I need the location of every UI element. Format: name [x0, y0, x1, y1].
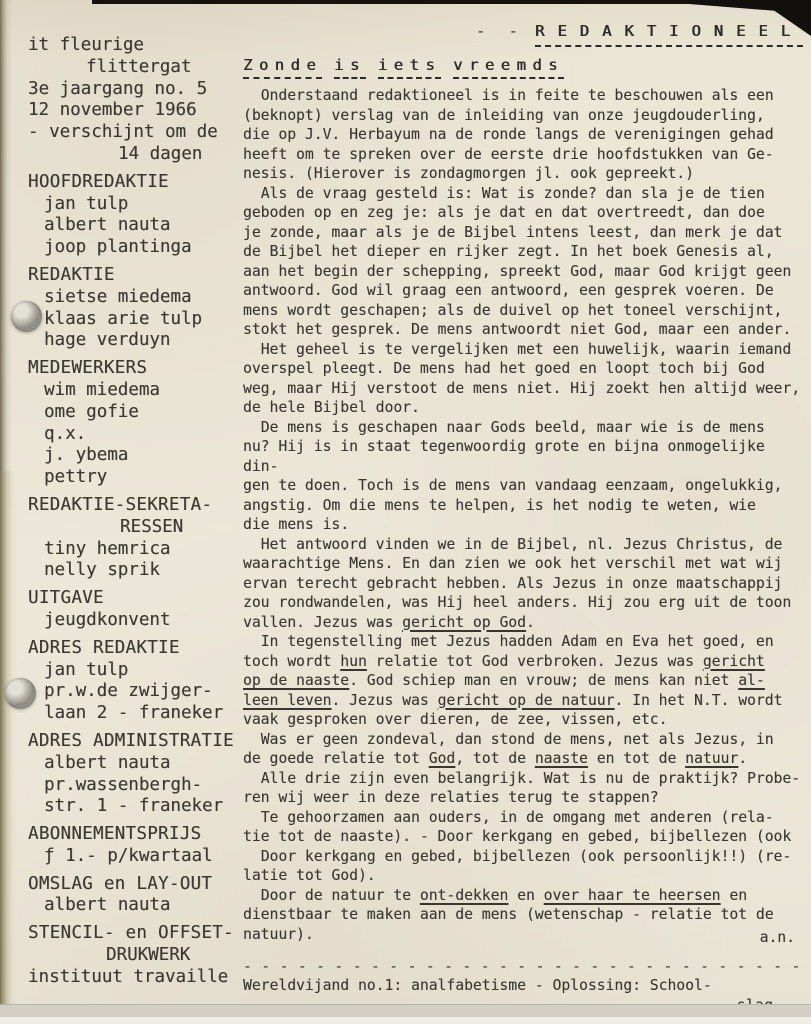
article-title-word: Zonde [243, 56, 322, 80]
article-paragraph: In tegenstelling met Jezus hadden Adam en Eva het goed, en toch wordt hun relatie tot God verbroken. Jezus was gericht op de naaste. God schiep man en vrouw; de mens kan niet al- leen leven. Jezus was gericht op de natuur. In het N.T. wordt vaak gesproken over dieren, de zee, vissen, etc. [243, 633, 783, 728]
masthead-line: ADRES REDAKTIE [28, 637, 180, 658]
masthead-line: j. ybema [44, 445, 129, 466]
masthead-line: ABONNEMENTSPRIJS [28, 824, 202, 845]
masthead-line: - verschijnt om de [28, 122, 218, 143]
article-body [243, 86, 807, 944]
masthead-line: klaas arie tulp [44, 308, 203, 329]
masthead-line: ome gofie [44, 401, 139, 422]
masthead-line: 14 dagen [118, 143, 203, 164]
masthead-line: 3e jaargang no. 5 [28, 78, 208, 99]
masthead-line: RESSEN [120, 516, 184, 537]
masthead-line: REDAKTIE-SEKRETA- [28, 494, 213, 515]
article-paragraph: Alle drie zijn even belangrijk. Wat is nu de praktijk? Probe- ren wij weer in deze relaties terug te stappen? [243, 769, 801, 806]
masthead-line: jeugdkonvent [44, 609, 171, 630]
author-initials: a.n. [759, 929, 795, 946]
masthead-line: jan tulp [44, 193, 129, 214]
masthead-line: pr.w.de zwijger- [44, 681, 213, 702]
section-header [243, 22, 807, 47]
article-title-word: is [334, 56, 366, 80]
masthead-line: HOOFDREDAKTIE [28, 171, 169, 192]
masthead-line: nelly sprik [44, 560, 160, 581]
article-title [243, 56, 807, 80]
masthead-line: laan 2 - franeker [44, 703, 224, 724]
masthead-line: MEDEWERKERS [28, 358, 148, 379]
masthead-line: 12 november 1966 [28, 100, 197, 121]
scanner-bed [0, 1017, 811, 1024]
article-paragraph: Te gehoorzamen aan ouders, in de omgang met anderen (rela- tie tot de naaste). - Door kerkgang en gebed, bijbellezen (ook [243, 808, 792, 845]
scan-edge-bottom [0, 1004, 811, 1017]
masthead-line: albert nauta [44, 752, 171, 773]
article-title-word: iets [378, 56, 441, 80]
masthead-line: STENCIL- en OFFSET- [28, 923, 234, 944]
masthead-line: tiny hemrica [44, 538, 171, 559]
page-title: REDAKTIONEEL [535, 22, 803, 47]
masthead-line: albert nauta [44, 215, 171, 236]
masthead-line: instituut travaille [28, 966, 229, 987]
editorial-column [243, 22, 807, 1015]
masthead-lines [28, 35, 234, 989]
masthead-line: q.x. [44, 423, 87, 444]
masthead-line: jan tulp [44, 659, 129, 680]
article-paragraph: De mens is geschapen naar Gods beeld, maar wie is de mens nu? Hij is in staat tegenwoordig grote en bijna onmogelijke din- gen te doen. Toch is de mens van vandaag eenzaam, ongelukkig, angstig. Om die mens te helpen, is het nodig te weten, wie die mens is. [243, 418, 783, 533]
scan-tint-left [0, 471, 16, 1024]
article-paragraph: Het antwoord vinden we in de Bijbel, nl. Jezus Christus, de waarachtige Mens. En dan zien we ook het verschil met wat wij ervan terecht gebracht hebben. Als Jezus in onze maatschappij zou rondwandelen, was Hij heel anders. Hij zou erg uit de toon vallen. Jezus was gericht op God. [243, 535, 792, 631]
article-paragraph: Als de vraag gesteld is: Wat is zonde? dan sla je de tien geboden op en zeg je: als je dat en dat overtreedt, dan doe je zonde, maar als je de Bijbel intens leest, dan merk je dat de Bijbel het dieper en rijker zegt. In het boek Genesis al, aan het begin der schepping, spreekt God, maar God krijgt geen antwoord. God wil graag een antwoord, een gesprek voeren. De mens wordt geschapen; als de duivel op het toneel verschijnt, stokt het gesprek. De mens antwoordt niet God, maar een ander. [243, 184, 792, 338]
masthead-line: pettry [44, 467, 108, 488]
article-paragraph: Door kerkgang en gebed, bijbellezen (ook persoonlijk!!) (re- latie tot God). [243, 847, 792, 884]
masthead-line: joop plantinga [44, 237, 192, 258]
masthead-line: flittergat [86, 56, 192, 77]
masthead-line: albert nauta [44, 895, 171, 916]
masthead-line: pr.wassenbergh- [44, 774, 203, 795]
article-title-word: vreemds [453, 56, 564, 80]
article-paragraph: Was er geen zondeval, dan stond de mens, net als Jezus, in de goede relatie tot God, tot de naaste en tot de natuur. [243, 730, 774, 767]
masthead-line: it fleurige [28, 35, 144, 55]
footer-slogan: Wereldvijand no.1: analfabetisme - Oplossing: School- [243, 977, 712, 994]
masthead-line: ƒ 1.- p/kwartaal [44, 845, 213, 866]
masthead-line: wim miedema [44, 379, 160, 400]
masthead-line: DRUKWERK [106, 945, 191, 966]
masthead-line: ADRES ADMINISTRATIE [28, 730, 234, 751]
masthead-sidebar [28, 35, 234, 989]
article-paragraph: Het geheel is te vergelijken met een huwelijk, waarin iemand overspel pleegt. De mens had het goed en loopt toch bij God weg, maar Hij verstoot de mens niet. Hij zoekt hen altijd weer, de hele Bijbel door. [243, 340, 801, 416]
masthead-line: sietse miedema [44, 286, 192, 307]
masthead-line: str. 1 - franeker [44, 796, 224, 817]
header-dashes: - - [476, 22, 526, 40]
footer-rule-top: - - - - - - - - - - - - - - - - - - - - - - - - - - - - - - - [243, 957, 801, 975]
masthead-line: UITGAVE [28, 588, 104, 609]
masthead-line: OMSLAG en LAY-OUT [28, 873, 213, 894]
masthead-line: hage verduyn [44, 330, 171, 351]
article-paragraph: Onderstaand redaktioneel is in feite te beschouwen als een (beknopt) verslag van de inleiding van onze jeugdouderling, die op J.V. Herbayum na de ronde langs de verenigingen gehad heeft om te spreken over de eerste drie hoofdstukken van Ge- nesis. (Hierover is zondagmorgen jl. ook gepreekt.) [243, 87, 774, 182]
article-paragraph: Door de natuur te ont-dekken en over haar te heersen en dienstbaar te maken aan de mens (wetenschap - relatie tot de natuur). [243, 886, 774, 943]
masthead-line: REDAKTIE [28, 264, 115, 285]
column-divider [234, 90, 236, 1004]
